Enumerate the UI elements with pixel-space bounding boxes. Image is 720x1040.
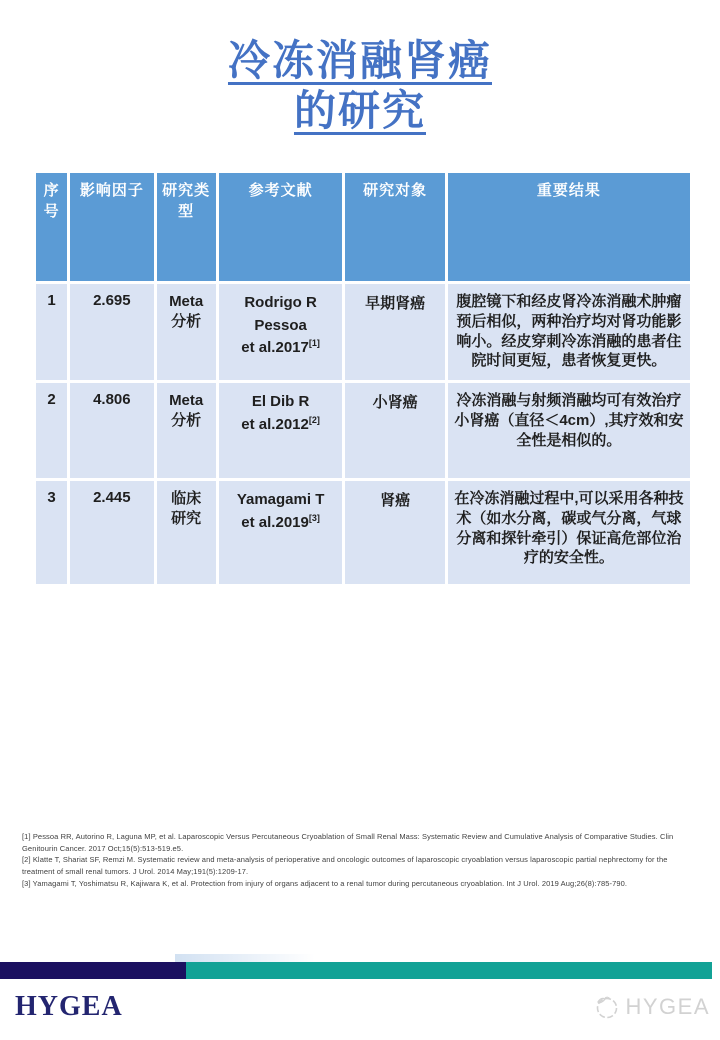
cell-reference (219, 284, 343, 380)
study-type-line2: 研究 (171, 510, 202, 528)
cell-subject: 早期肾癌 (345, 284, 444, 380)
globe-bird-icon (593, 993, 620, 1020)
cell-study-type (157, 481, 216, 584)
study-type-line1: 临床 (171, 490, 202, 507)
study-type-line2: 分析 (171, 412, 202, 430)
table-row (36, 481, 690, 584)
title-text-1: 冷冻消融肾癌 (227, 37, 492, 84)
header-reference: 参考文献 (219, 173, 343, 281)
hygea-logo-text: HYGEA (15, 991, 123, 1022)
research-table (33, 170, 693, 587)
reference-citation-sup: [3] (308, 512, 320, 523)
header-no: 序号 (36, 173, 67, 281)
title-line-2 (0, 86, 720, 136)
cell-study-type (157, 284, 216, 380)
reference-etal: et al.2019 (241, 513, 309, 531)
watermark-text: HYGEA (625, 993, 710, 1019)
reference-author: Yamagami T (236, 491, 325, 508)
header-subject: 研究对象 (345, 173, 444, 281)
reference-author: El Dib R (251, 393, 310, 410)
teal-bar (186, 962, 712, 979)
cell-key-result: 在冷冻消融过程中,可以采用各种技术（如水分离，碳或气分离，气球分离和探针牵引）保证高危部位治疗的安全性。 (448, 481, 690, 584)
watermark (593, 993, 710, 1020)
reference-citation-sup: [1] (308, 338, 320, 348)
table-row (36, 383, 690, 478)
reference-citation-sup: [2] (308, 414, 320, 425)
cell-reference (219, 481, 343, 584)
reference-etal: et al.2012 (241, 415, 309, 433)
footnote-3: [3] Yamagami T, Yoshimatsu R, Kajiwara K, et al. Protection from injury of organs adjacent to a renal tumor during percutaneous cryoablation. Int J Urol. 2019 Aug;26(8):785-790. (22, 878, 628, 888)
study-type-line1: Meta (169, 293, 204, 310)
cell-subject: 肾癌 (345, 481, 444, 584)
header-study-type: 研究类型 (157, 173, 216, 281)
title-text-2: 的研究 (293, 86, 426, 134)
table-row (36, 284, 690, 380)
page-title (0, 36, 720, 135)
cell-key-result: 冷冻消融与射频消融均可有效治疗小肾癌（直径＜4cm）,其疗效和安全性是相似的。 (448, 383, 690, 478)
cell-impact-factor: 2.695 (70, 284, 153, 380)
title-line-1 (0, 36, 720, 86)
table-header-row (36, 173, 690, 281)
cell-subject: 小肾癌 (345, 383, 444, 478)
study-type-line1: Meta (169, 392, 204, 409)
cell-impact-factor: 2.445 (70, 481, 153, 584)
footnote-1: [1] Pessoa RR, Autorino R, Laguna MP, et al. Laparoscopic Versus Percutaneous Cryoablation of Small Renal Mass: Systematic Review and Cumulative Analysis of Comparative Studies. Clin Genitourin Cancer. 2017 Oct;15(5):513-519.e5. (22, 832, 674, 853)
header-impact-factor: 影响因子 (70, 173, 153, 281)
footnotes (22, 831, 700, 889)
cell-no: 1 (36, 284, 67, 380)
cell-study-type (157, 383, 216, 478)
navy-bar (0, 962, 186, 979)
study-type-line2: 分析 (171, 313, 202, 331)
footnote-2: [2] Klatte T, Shariat SF, Remzi M. Systematic review and meta-analysis of perioperative and oncologic outcomes of laparoscopic cryoablation versus laparoscopic partial nephrectomy for the treatment of small renal tumors. J Urol. 2014 May;191(5):1209-17. (22, 855, 668, 876)
cell-no: 3 (36, 481, 67, 584)
cell-no: 2 (36, 383, 67, 478)
reference-author: Rodrigo R Pessoa (244, 294, 317, 334)
cell-reference (219, 383, 343, 478)
header-key-result: 重要结果 (448, 173, 690, 281)
cell-impact-factor: 4.806 (70, 383, 153, 478)
reference-etal: et al.2017 (241, 339, 309, 356)
cell-key-result: 腹腔镜下和经皮肾冷冻消融术肿瘤预后相似，两种治疗均对肾功能影响小。经皮穿刺冷冻消融的患者住院时间更短，患者恢复更快。 (448, 284, 690, 380)
